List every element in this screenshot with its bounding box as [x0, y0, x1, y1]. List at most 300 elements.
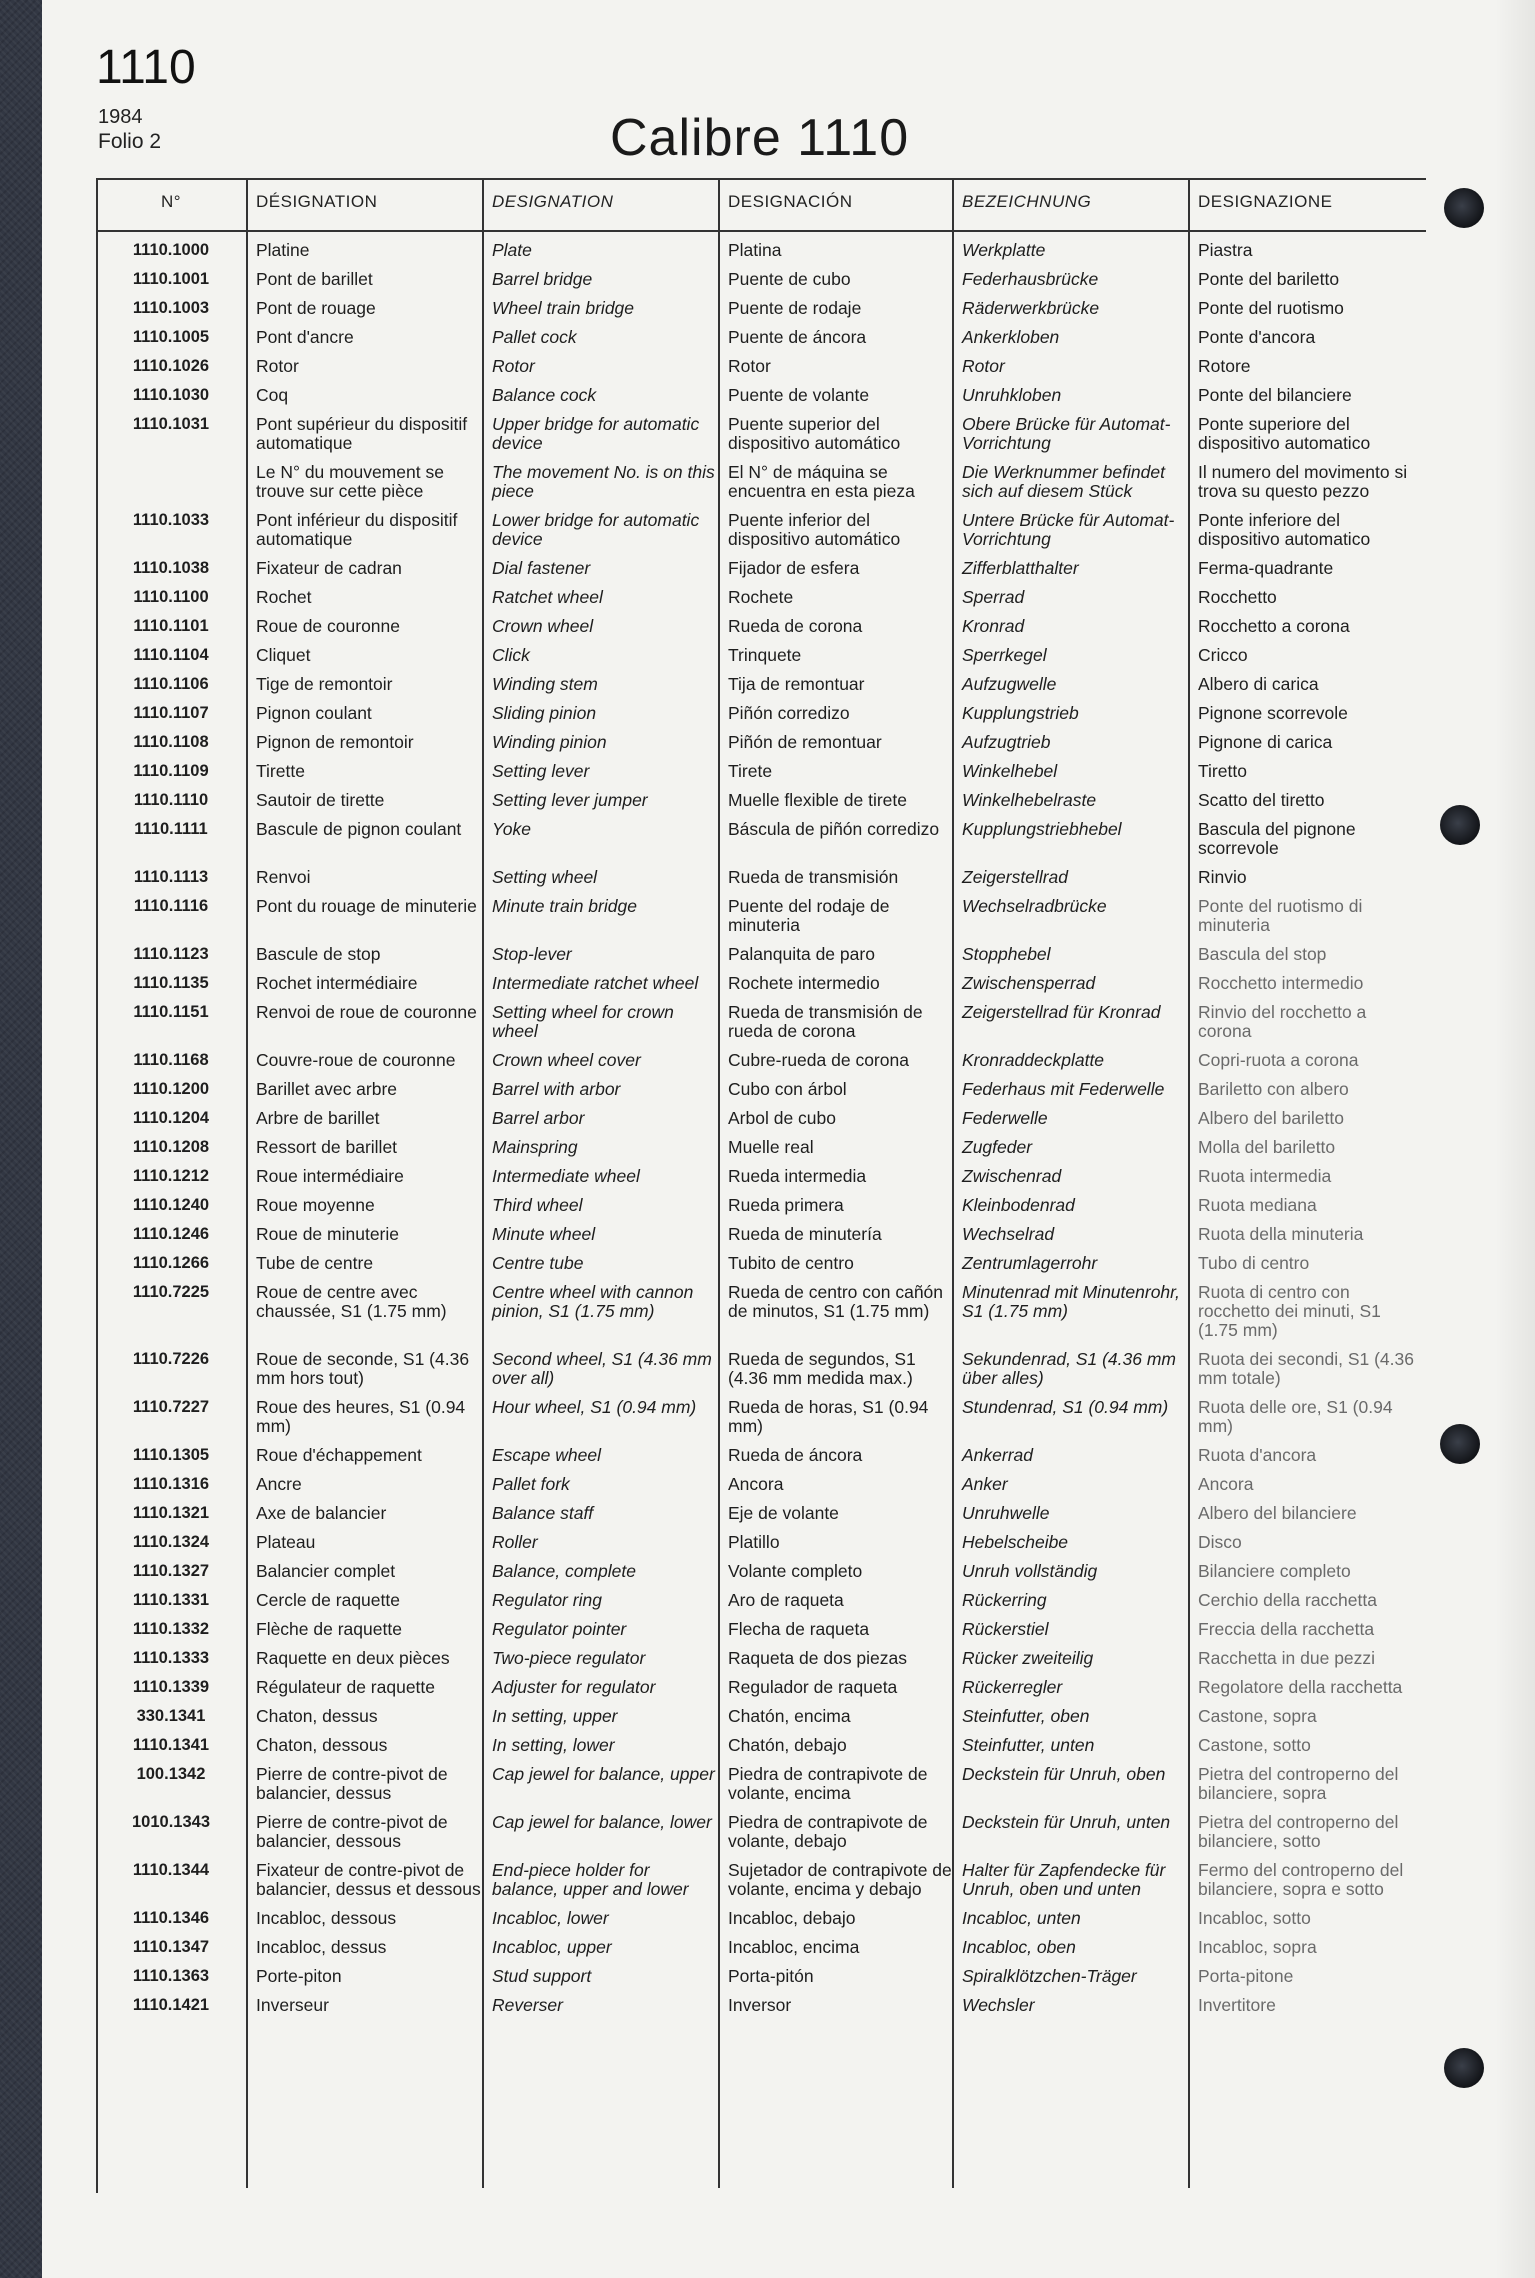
italian-name: Tiretto	[1198, 761, 1247, 781]
italian-name: Castone, sotto	[1198, 1735, 1311, 1755]
english-name: Upper bridge for automatic device	[492, 414, 700, 453]
french-name: Régulateur de raquette	[256, 1677, 436, 1697]
part-number: 1110.1344	[132, 1861, 210, 1879]
french-name: Pont supérieur du dispositif automatique	[256, 414, 468, 453]
spanish-name: Rueda primera	[728, 1195, 844, 1215]
part-number: 1110.1200	[132, 1080, 210, 1098]
table-body	[96, 236, 1426, 2020]
english-name: Intermediate wheel	[492, 1166, 640, 1186]
table-row	[96, 757, 1426, 786]
french-name: Barillet avec arbre	[256, 1079, 398, 1099]
binder-hole-icon	[1440, 1424, 1480, 1464]
spanish-name: Incabloc, encima	[728, 1937, 860, 1957]
french-name: Ancre	[256, 1474, 302, 1494]
english-name: Click	[492, 645, 530, 665]
english-name: Minute wheel	[492, 1224, 596, 1244]
french-name: Pierre de contre-pivot de balancier, dessus	[256, 1764, 448, 1803]
spanish-name: Rotor	[728, 356, 771, 376]
german-name: Räderwerkbrücke	[962, 298, 1100, 318]
italian-name: Disco	[1198, 1532, 1242, 1552]
french-name: Pont d'ancre	[256, 327, 354, 347]
spanish-name: Rueda de segundos, S1 (4.36 mm medida max.)	[728, 1349, 916, 1388]
table-row	[96, 1104, 1426, 1133]
german-name: Zentrumlagerrohr	[962, 1253, 1098, 1273]
italian-name: Incabloc, sopra	[1198, 1937, 1317, 1957]
spanish-name: Muelle flexible de tirete	[728, 790, 907, 810]
english-name: Wheel train bridge	[492, 298, 635, 318]
french-name: Rotor	[256, 356, 299, 376]
table-row	[96, 1856, 1426, 1904]
german-name: Wechselrad	[962, 1224, 1055, 1244]
part-number: 1110.1116	[133, 897, 209, 915]
french-name: Couvre-roue de couronne	[256, 1050, 456, 1070]
italian-name: Ponte d'ancora	[1198, 327, 1316, 347]
italian-name: Ancora	[1198, 1474, 1254, 1494]
spanish-name: Tubito de centro	[728, 1253, 854, 1273]
table-row	[96, 1528, 1426, 1557]
table-row	[96, 1499, 1426, 1528]
french-name: Cercle de raquette	[256, 1590, 400, 1610]
table-row	[96, 1393, 1426, 1441]
part-number: 1010.1343	[132, 1813, 210, 1831]
spanish-name: Piñón corredizo	[728, 703, 850, 723]
spanish-name: Regulador de raqueta	[728, 1677, 898, 1697]
english-name: Adjuster for regulator	[492, 1677, 656, 1697]
table-row	[96, 1191, 1426, 1220]
german-name: Aufzugwelle	[962, 674, 1057, 694]
french-name: Fixateur de cadran	[256, 558, 402, 578]
spanish-name: Puente inferior del dispositivo automático	[728, 510, 901, 549]
part-number: 1110.1316	[132, 1475, 210, 1493]
part-number: 1110.1003	[132, 299, 210, 317]
english-name: Pallet cock	[492, 327, 577, 347]
italian-name: Ruota d'ancora	[1198, 1445, 1317, 1465]
spanish-name: Cubre-rueda de corona	[728, 1050, 909, 1070]
italian-name: Tubo di centro	[1198, 1253, 1310, 1273]
german-name: Unruhwelle	[962, 1503, 1050, 1523]
part-number: 1110.1030	[132, 386, 210, 404]
part-number: 100.1342	[136, 1765, 206, 1783]
italian-name: Cerchio della racchetta	[1198, 1590, 1377, 1610]
english-name: Crown wheel	[492, 616, 594, 636]
english-name: Setting wheel	[492, 867, 598, 887]
german-name: Federhaus mit Federwelle	[962, 1079, 1165, 1099]
table-row	[96, 265, 1426, 294]
table-row	[96, 969, 1426, 998]
spanish-name: Cubo con árbol	[728, 1079, 847, 1099]
table-row	[96, 1933, 1426, 1962]
part-number: 1110.1347	[132, 1938, 210, 1956]
italian-name: Rotore	[1198, 356, 1251, 376]
part-number: 1110.1123	[133, 945, 209, 963]
part-number: 1110.1246	[132, 1225, 210, 1243]
column-header-english: DESIGNATION	[492, 192, 614, 211]
german-name: Winkelhebel	[962, 761, 1058, 781]
spanish-name: Incabloc, debajo	[728, 1908, 856, 1928]
table-row	[96, 786, 1426, 815]
italian-name: Rocchetto a corona	[1198, 616, 1350, 636]
part-number: 1110.1113	[133, 868, 209, 886]
part-number: 1110.1305	[132, 1446, 210, 1464]
part-number: 1110.1106	[133, 675, 209, 693]
table-row	[96, 641, 1426, 670]
part-number: 1110.1005	[132, 328, 210, 346]
english-name: Winding pinion	[492, 732, 607, 752]
english-name: Intermediate ratchet wheel	[492, 973, 699, 993]
italian-name: Cricco	[1198, 645, 1248, 665]
french-name: Roue de seconde, S1 (4.36 mm hors tout)	[256, 1349, 470, 1388]
spanish-name: Báscula de piñón corredizo	[728, 819, 940, 839]
german-name: Rückerring	[962, 1590, 1047, 1610]
spanish-name: Fijador de esfera	[728, 558, 860, 578]
italian-name: Rinvio del rocchetto a corona	[1198, 1002, 1367, 1041]
french-name: Le N° du mouvement se trouve sur cette pièce	[256, 462, 444, 501]
table-row	[96, 699, 1426, 728]
german-name: Anker	[962, 1474, 1008, 1494]
german-name: Sperrad	[962, 587, 1025, 607]
calibre-number: 1110	[96, 41, 196, 94]
italian-name: Albero di carica	[1198, 674, 1319, 694]
part-number: 1110.1208	[132, 1138, 210, 1156]
french-name: Tige de remontoir	[256, 674, 393, 694]
part-number: 1110.1033	[132, 511, 210, 529]
spanish-name: Puente de volante	[728, 385, 870, 405]
french-name: Flèche de raquette	[256, 1619, 402, 1639]
table-row	[96, 1441, 1426, 1470]
german-name: Steinfutter, oben	[962, 1706, 1090, 1726]
italian-name: Ponte del bariletto	[1198, 269, 1340, 289]
french-name: Sautoir de tirette	[256, 790, 385, 810]
spanish-name: Puente de cubo	[728, 269, 851, 289]
spanish-name: Piedra de contrapivote de volante, debajo	[728, 1812, 928, 1851]
german-name: Ankerrad	[962, 1445, 1034, 1465]
table-top-border	[96, 178, 1426, 180]
part-number: 1110.1100	[133, 588, 209, 606]
table-row	[96, 1962, 1426, 1991]
german-name: Unruh vollständig	[962, 1561, 1098, 1581]
table-row	[96, 1586, 1426, 1615]
german-name: Stundenrad, S1 (0.94 mm)	[962, 1397, 1169, 1417]
spanish-name: Ancora	[728, 1474, 784, 1494]
german-name: Deckstein für Unruh, unten	[962, 1812, 1171, 1832]
spanish-name: Chatón, debajo	[728, 1735, 847, 1755]
french-name: Coq	[256, 385, 289, 405]
german-name: Sekundenrad, S1 (4.36 mm über alles)	[962, 1349, 1177, 1388]
part-number: 330.1341	[136, 1707, 206, 1725]
italian-name: Albero del bariletto	[1198, 1108, 1344, 1128]
french-name: Balancier complet	[256, 1561, 396, 1581]
english-name: Winding stem	[492, 674, 598, 694]
german-name: Zwischensperrad	[962, 973, 1096, 993]
english-name: Setting lever	[492, 761, 590, 781]
part-number: 1110.1346	[132, 1909, 210, 1927]
spanish-name: Puente de rodaje	[728, 298, 862, 318]
french-name: Tube de centre	[256, 1253, 374, 1273]
french-name: Chaton, dessous	[256, 1735, 388, 1755]
spanish-name: Tija de remontuar	[728, 674, 865, 694]
german-name: Federhausbrücke	[962, 269, 1099, 289]
german-name: Untere Brücke für Automat-Vorrichtung	[962, 510, 1175, 549]
column-header-spanish: DESIGNACIÓN	[728, 192, 853, 211]
part-number	[96, 458, 246, 468]
spanish-name: Piedra de contrapivote de volante, encima	[728, 1764, 928, 1803]
table-row	[96, 815, 1426, 863]
spanish-name: Palanquita de paro	[728, 944, 875, 964]
part-number: 1110.1038	[132, 559, 210, 577]
italian-name: Invertitore	[1198, 1995, 1276, 2015]
part-number: 1110.1109	[133, 762, 209, 780]
spanish-name: Sujetador de contrapivote de volante, encima y debajo	[728, 1860, 952, 1899]
italian-name: Ponte del bilanciere	[1198, 385, 1352, 405]
spanish-name: Arbol de cubo	[728, 1108, 836, 1128]
italian-name: Rocchetto	[1198, 587, 1277, 607]
part-number: 1110.7227	[132, 1398, 210, 1416]
german-name: Kronrad	[962, 616, 1025, 636]
german-name: Obere Brücke für Automat-Vorrichtung	[962, 414, 1171, 453]
table-row	[96, 1345, 1426, 1393]
table-row	[96, 1702, 1426, 1731]
italian-name: Ponte del ruotismo di minuteria	[1198, 896, 1363, 935]
part-number: 1110.1324	[132, 1533, 210, 1551]
english-name: The movement No. is on this piece	[492, 462, 715, 501]
english-name: End-piece holder for balance, upper and lower	[492, 1860, 689, 1899]
table-row	[96, 1760, 1426, 1808]
part-number: 1110.7225	[132, 1283, 210, 1301]
table-row	[96, 1470, 1426, 1499]
english-name: Barrel arbor	[492, 1108, 585, 1128]
english-name: Sliding pinion	[492, 703, 597, 723]
spanish-name: Inversor	[728, 1995, 792, 2015]
english-name: Balance staff	[492, 1503, 594, 1523]
italian-name: Molla del bariletto	[1198, 1137, 1336, 1157]
french-name: Axe de balancier	[256, 1503, 387, 1523]
french-name: Renvoi de roue de couronne	[256, 1002, 477, 1022]
german-name: Winkelhebelraste	[962, 790, 1097, 810]
italian-name: Bariletto con albero	[1198, 1079, 1349, 1099]
table-row	[96, 1278, 1426, 1345]
table-row	[96, 1644, 1426, 1673]
german-name: Zugfeder	[962, 1137, 1033, 1157]
part-number: 1110.1204	[132, 1109, 210, 1127]
spanish-name: Rochete intermedio	[728, 973, 880, 993]
part-number: 1110.1000	[132, 241, 210, 259]
french-name: Incabloc, dessus	[256, 1937, 387, 1957]
german-name: Stopphebel	[962, 944, 1051, 964]
part-number: 1110.1332	[132, 1620, 210, 1638]
table-row	[96, 381, 1426, 410]
german-name: Kronraddeckplatte	[962, 1050, 1105, 1070]
english-name: Second wheel, S1 (4.36 mm over all)	[492, 1349, 712, 1388]
english-name: Barrel bridge	[492, 269, 593, 289]
spanish-name: Rueda de áncora	[728, 1445, 863, 1465]
italian-name: Piastra	[1198, 240, 1253, 260]
italian-name: Racchetta in due pezzi	[1198, 1648, 1376, 1668]
german-name: Unruhkloben	[962, 385, 1062, 405]
french-name: Platine	[256, 240, 310, 260]
spanish-name: Eje de volante	[728, 1503, 839, 1523]
table-row	[96, 352, 1426, 381]
italian-name: Ruota delle ore, S1 (0.94 mm)	[1198, 1397, 1393, 1436]
english-name: Centre tube	[492, 1253, 584, 1273]
column-header-number: N°	[160, 192, 182, 211]
part-number: 1110.1212	[132, 1167, 210, 1185]
english-name: Setting wheel for crown wheel	[492, 1002, 674, 1041]
binder-hole-icon	[1444, 2048, 1484, 2088]
german-name: Rotor	[962, 356, 1005, 376]
spanish-name: Chatón, encima	[728, 1706, 851, 1726]
italian-name: Bilanciere completo	[1198, 1561, 1351, 1581]
spanish-name: Raqueta de dos piezas	[728, 1648, 908, 1668]
italian-name: Ponte inferiore del dispositivo automatico	[1198, 510, 1371, 549]
english-name: Centre wheel with cannon pinion, S1 (1.75 mm)	[492, 1282, 694, 1321]
german-name: Rücker zweiteilig	[962, 1648, 1094, 1668]
german-name: Kleinbodenrad	[962, 1195, 1075, 1215]
german-name: Halter für Zapfendecke für Unruh, oben und unten	[962, 1860, 1166, 1899]
spanish-name: Tirete	[728, 761, 773, 781]
italian-name: Ponte del ruotismo	[1198, 298, 1344, 318]
english-name: Regulator pointer	[492, 1619, 627, 1639]
french-name: Pont du rouage de minuterie	[256, 896, 477, 916]
french-name: Pierre de contre-pivot de balancier, dessous	[256, 1812, 448, 1851]
german-name: Aufzugtrieb	[962, 732, 1051, 752]
spanish-name: Muelle real	[728, 1137, 814, 1157]
english-name: Stop-lever	[492, 944, 572, 964]
german-name: Minutenrad mit Minutenrohr, S1 (1.75 mm)	[962, 1282, 1180, 1321]
german-name: Zeigerstellrad für Kronrad	[962, 1002, 1161, 1022]
table-row	[96, 892, 1426, 940]
table-row	[96, 940, 1426, 969]
french-name: Ressort de barillet	[256, 1137, 398, 1157]
italian-name: Albero del bilanciere	[1198, 1503, 1357, 1523]
part-number: 1110.1339	[132, 1678, 210, 1696]
english-name: Lower bridge for automatic device	[492, 510, 700, 549]
english-name: Barrel with arbor	[492, 1079, 621, 1099]
french-name: Pont de rouage	[256, 298, 376, 318]
german-name: Zeigerstellrad	[962, 867, 1069, 887]
part-number: 1110.1135	[133, 974, 209, 992]
part-number: 1110.1001	[132, 270, 210, 288]
spanish-name: Rueda de corona	[728, 616, 863, 636]
english-name: Plate	[492, 240, 532, 260]
spanish-name: Rueda de transmisión	[728, 867, 899, 887]
page-title: Calibre 1110	[610, 109, 910, 167]
english-name: Roller	[492, 1532, 538, 1552]
french-name: Raquette en deux pièces	[256, 1648, 450, 1668]
english-name: Rotor	[492, 356, 535, 376]
french-name: Plateau	[256, 1532, 316, 1552]
spanish-name: Rueda intermedia	[728, 1166, 867, 1186]
english-name: Pallet fork	[492, 1474, 570, 1494]
table-row	[96, 583, 1426, 612]
french-name: Renvoi	[256, 867, 311, 887]
english-name: Ratchet wheel	[492, 587, 603, 607]
italian-name: Freccia della racchetta	[1198, 1619, 1375, 1639]
english-name: Crown wheel cover	[492, 1050, 641, 1070]
table-row	[96, 670, 1426, 699]
year-label: 1984	[98, 106, 143, 128]
french-name: Pignon coulant	[256, 703, 372, 723]
italian-name: Porta-pitone	[1198, 1966, 1294, 1986]
german-name: Zifferblatthalter	[962, 558, 1079, 578]
french-name: Chaton, dessus	[256, 1706, 378, 1726]
italian-name: Copri-ruota a corona	[1198, 1050, 1359, 1070]
column-header-german: BEZEICHNUNG	[962, 192, 1092, 211]
french-name: Roue de couronne	[256, 616, 400, 636]
french-name: Rochet intermédiaire	[256, 973, 418, 993]
english-name: Third wheel	[492, 1195, 583, 1215]
header-divider	[96, 230, 1426, 232]
part-number: 1110.1108	[133, 733, 209, 751]
table-row	[96, 1046, 1426, 1075]
italian-name: Pietra del controperno del bilanciere, sopra	[1198, 1764, 1399, 1803]
german-name: Rückerregler	[962, 1677, 1063, 1697]
spanish-name: Piñón de remontuar	[728, 732, 882, 752]
table-row	[96, 410, 1426, 458]
german-name: Spiralklötzchen-Träger	[962, 1966, 1137, 1986]
spanish-name: Puente de áncora	[728, 327, 867, 347]
english-name: Two-piece regulator	[492, 1648, 646, 1668]
italian-name: Ruota dei secondi, S1 (4.36 mm totale)	[1198, 1349, 1414, 1388]
spanish-name: Volante completo	[728, 1561, 863, 1581]
spanish-name: Trinquete	[728, 645, 802, 665]
german-name: Kupplungstrieb	[962, 703, 1079, 723]
italian-name: Ruota di centro con rocchetto dei minuti, S1 (1.75 mm)	[1198, 1282, 1381, 1340]
english-name: Regulator ring	[492, 1590, 602, 1610]
english-name: Minute train bridge	[492, 896, 637, 916]
italian-name: Pietra del controperno del bilanciere, sotto	[1198, 1812, 1399, 1851]
part-number: 1110.1031	[132, 415, 210, 433]
part-number: 1110.1151	[133, 1003, 209, 1021]
english-name: Cap jewel for balance, lower	[492, 1812, 712, 1832]
english-name: Incabloc, upper	[492, 1937, 612, 1957]
table-row	[96, 1249, 1426, 1278]
french-name: Roue intermédiaire	[256, 1166, 404, 1186]
italian-name: Ruota della minuteria	[1198, 1224, 1364, 1244]
italian-name: Ruota intermedia	[1198, 1166, 1332, 1186]
table-row	[96, 863, 1426, 892]
english-name: Yoke	[492, 819, 531, 839]
table-row	[96, 612, 1426, 641]
italian-name: Ponte superiore del dispositivo automatico	[1198, 414, 1371, 453]
table-row	[96, 294, 1426, 323]
french-name: Pont inférieur du dispositif automatique	[256, 510, 458, 549]
english-name: Balance cock	[492, 385, 597, 405]
part-number: 1110.1111	[134, 820, 208, 838]
french-name: Inverseur	[256, 1995, 329, 2015]
german-name: Rückerstiel	[962, 1619, 1049, 1639]
binder-hole-icon	[1444, 188, 1484, 228]
page-shadow	[1495, 0, 1535, 2278]
part-number: 1110.7226	[132, 1350, 210, 1368]
table-row	[96, 1075, 1426, 1104]
english-name: Setting lever jumper	[492, 790, 648, 810]
part-number: 1110.1321	[132, 1504, 210, 1522]
german-name: Sperrkegel	[962, 645, 1047, 665]
italian-name: Incabloc, sotto	[1198, 1908, 1311, 1928]
english-name: Cap jewel for balance, upper	[492, 1764, 715, 1784]
spanish-name: Rueda de minutería	[728, 1224, 882, 1244]
english-name: Balance, complete	[492, 1561, 636, 1581]
spanish-name: El N° de máquina se encuentra en esta pieza	[728, 462, 915, 501]
english-name: Mainspring	[492, 1137, 578, 1157]
french-name: Roue de centre avec chaussée, S1 (1.75 mm)	[256, 1282, 447, 1321]
spanish-name: Platina	[728, 240, 782, 260]
part-number: 1110.1331	[132, 1591, 210, 1609]
english-name: Reverser	[492, 1995, 563, 2015]
german-name: Kupplungstriebhebel	[962, 819, 1122, 839]
french-name: Pignon de remontoir	[256, 732, 414, 752]
english-name: Stud support	[492, 1966, 592, 1986]
